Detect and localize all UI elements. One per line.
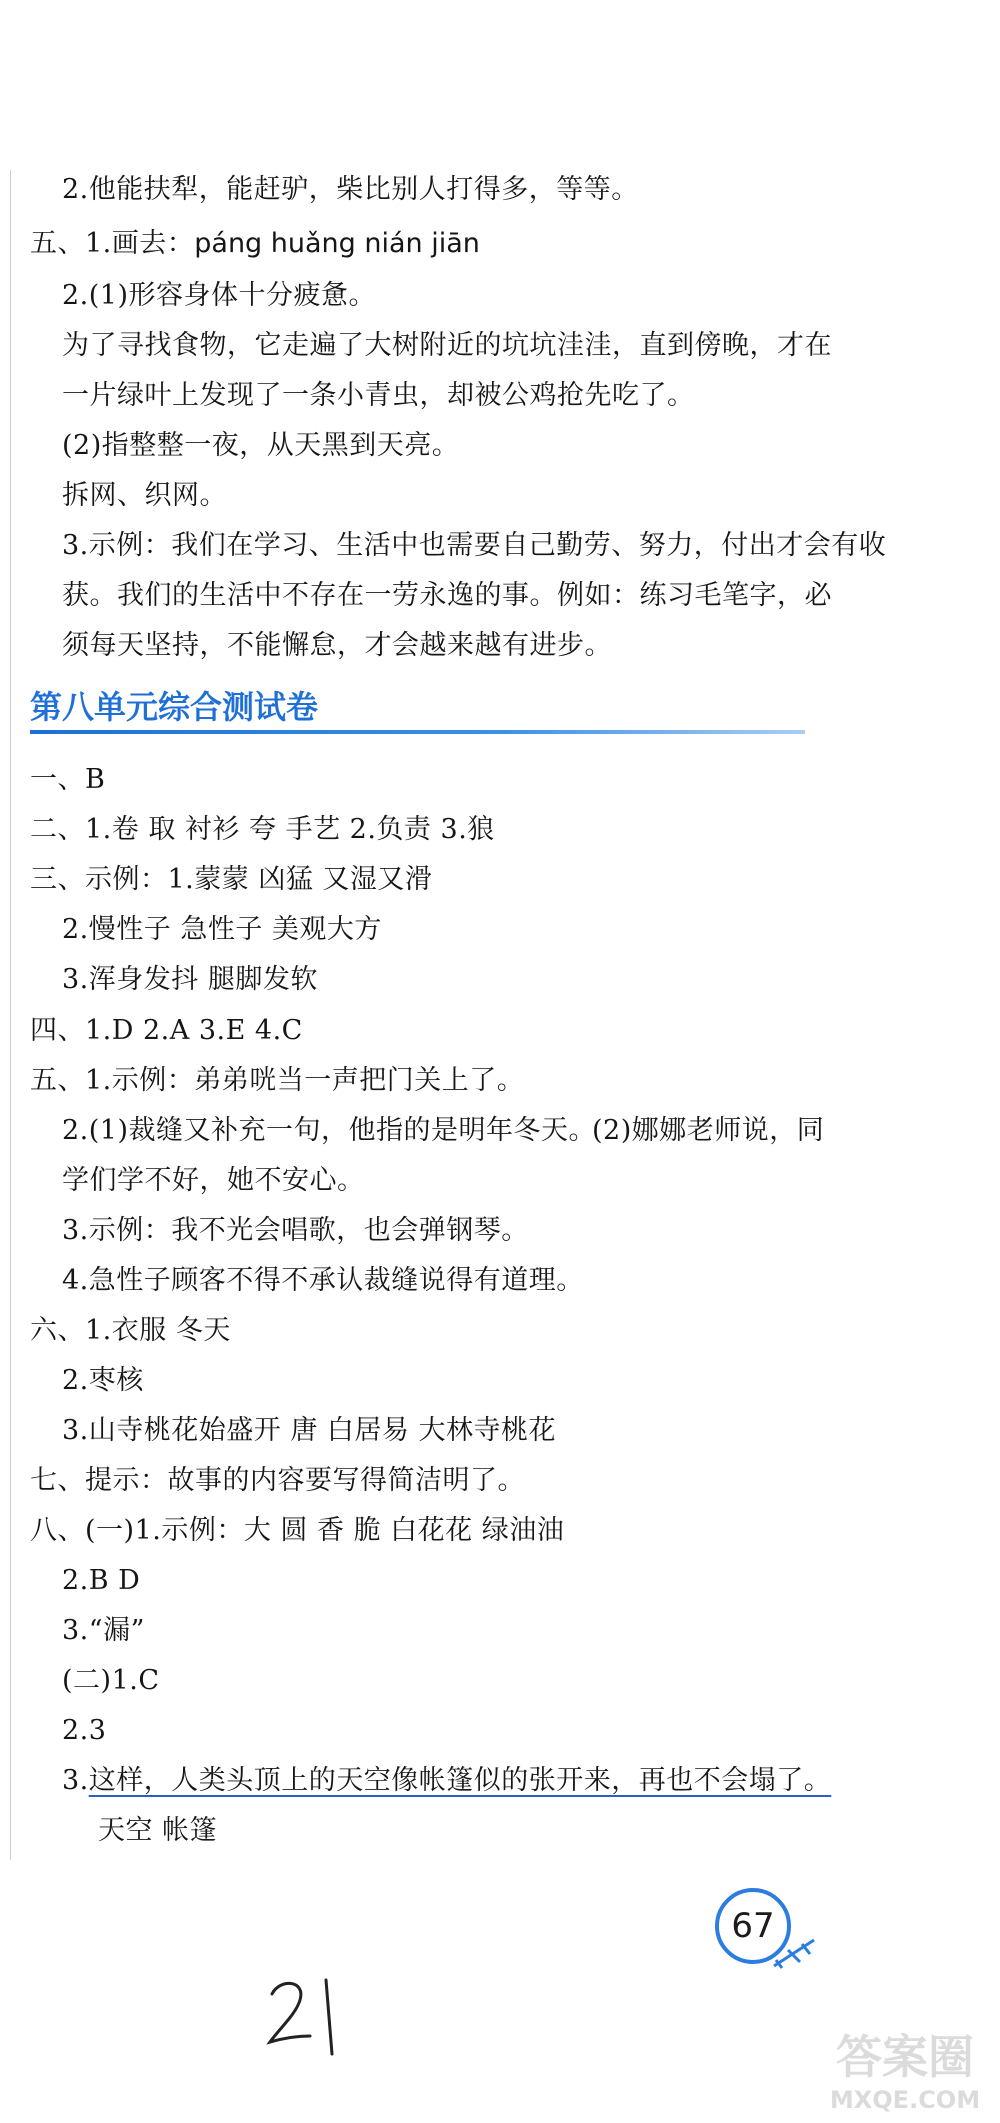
answer-line: (2)娜娜老师说，同 [592, 1115, 825, 1146]
answer-line: 三、示例：1.蒙蒙 凶猛 又湿又滑 [30, 864, 433, 895]
answer-line: 须每天坚持，不能懈怠，才会越来越有进步。 [62, 630, 612, 661]
section-title-rule [30, 730, 805, 734]
page-number: 67 [731, 1906, 775, 1946]
left-margin-line [10, 170, 11, 1860]
airplane-icon [770, 1932, 820, 1972]
answer-line: 3.“漏” [62, 1615, 145, 1646]
answer-line: 4.急性子顾客不得不承认裁缝说得有道理。 [62, 1265, 584, 1296]
underlined-answer: 这样，人类头顶上的天空像帐篷似的张开来，再也不会塌了。 [88, 1765, 832, 1796]
section-title: 第八单元综合测试卷 [30, 688, 319, 726]
answer-line: 为了寻找食物，它走遍了大树附近的坑坑洼洼，直到傍晚，才在 [62, 330, 832, 361]
answer-line: (2)指整整一夜，从天黑到天亮。 [62, 430, 460, 461]
answer-line: 2.枣核 [62, 1365, 144, 1396]
answer-line: 天空 帐篷 [98, 1815, 218, 1846]
answer-line: 2.(1)裁缝又补充一句，他指的是明年冬天。 [62, 1115, 597, 1146]
answer-line: 3.示例：我不光会唱歌，也会弹钢琴。 [62, 1215, 529, 1246]
watermark-text: 答案圈 [836, 2030, 974, 2084]
section-heading [30, 686, 805, 734]
answer-line: 八、(一)1.示例：大 圆 香 脆 白花花 绿油油 [30, 1515, 565, 1546]
answer-line: 拆网、织网。 [62, 480, 227, 511]
answer-line: 一片绿叶上发现了一条小青虫，却被公鸡抢先吃了。 [62, 380, 695, 411]
answer-line: 一、B [30, 764, 106, 795]
answer-line: 3.浑身发抖 腿脚发软 [62, 964, 318, 995]
answer-line: 3.示例：我们在学习、生活中也需要自己勤劳、努力，付出才会有收 [62, 530, 887, 561]
answer-line: 二、1.卷 取 衬衫 夸 手艺 2.负责 3.狼 [30, 814, 495, 845]
answer-line: 2.慢性子 急性子 美观大方 [62, 914, 382, 945]
answer-line: 七、提示：故事的内容要写得简洁明了。 [30, 1465, 525, 1496]
answer-line: 2.(1)形容身体十分疲惫。 [62, 280, 377, 311]
answer-line: 2.B D [62, 1565, 141, 1596]
answer-line: 2.他能扶犁，能赶驴，柴比别人打得多，等等。 [62, 174, 639, 205]
answer-line [30, 226, 480, 262]
watermark-domain: MXQE.COM [829, 2086, 981, 2114]
answer-line: 获。我们的生活中不存在一劳永逸的事。例如：练习毛笔字，必 [62, 580, 832, 611]
answer-line: 2.3 [62, 1715, 107, 1746]
answer-line: 四、1.D 2.A 3.E 4.C [30, 1015, 303, 1046]
answer-line: 学们学不好，她不安心。 [62, 1165, 365, 1196]
pinyin-text: páng huǎng nián jiān [194, 228, 480, 259]
answer-line [62, 1763, 831, 1799]
handwritten-mark-icon [262, 1972, 352, 2062]
answer-line: 六、1.衣服 冬天 [30, 1315, 231, 1346]
answer-line: (二)1.C [62, 1665, 160, 1696]
answer-number: 3. [62, 1765, 89, 1796]
answer-prefix: 五、1.画去： [30, 228, 195, 259]
watermark [815, 2030, 995, 2120]
answer-line: 五、1.示例：弟弟咣当一声把门关上了。 [30, 1065, 525, 1096]
answer-line: 3.山寺桃花始盛开 唐 白居易 大林寺桃花 [62, 1415, 557, 1446]
